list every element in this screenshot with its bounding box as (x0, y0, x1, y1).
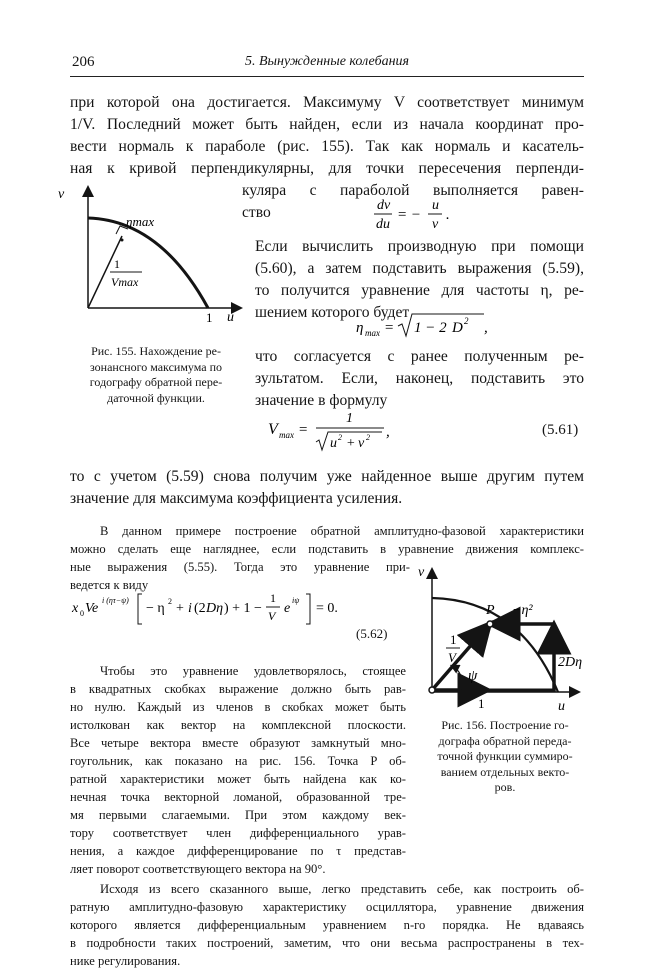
text-line: в подробности таких построений, заметим, что они весьма распространены в тех- (70, 936, 584, 950)
text-line: Все четыре вектора вместе образуют замкнутый мно- (70, 736, 406, 750)
label-eta-max: ηmax (126, 214, 155, 229)
header-rule (70, 76, 584, 77)
equation-number-5-61: (5.61) (542, 422, 579, 438)
svg-text:,: , (386, 424, 390, 440)
running-header: 5. Вынужденные колебания (245, 54, 410, 69)
label-one: 1 (478, 696, 485, 711)
text-line: ратной характеристики может быть найдена как ко- (70, 772, 406, 786)
svg-text:x: x (72, 601, 79, 616)
figure-156-caption (420, 718, 590, 796)
text-line: истолкован как вектор на комплексной плоскости. (70, 718, 406, 732)
svg-text:(2: (2 (194, 601, 206, 616)
right-angle-dot (121, 239, 124, 242)
text-line: можно сделать еще нагляднее, если подставить в уравнение движения комплекс- (70, 542, 584, 556)
origin-point (429, 687, 435, 693)
label-frac-den: V (448, 650, 456, 665)
svg-text:max: max (365, 328, 380, 338)
caption-line: ванием отдельных векто- (440, 764, 570, 779)
svg-text:u: u (432, 198, 439, 213)
svg-text:1: 1 (346, 411, 353, 426)
svg-text:iψ: iψ (292, 596, 300, 605)
text-line: Если вычислить производную при помощи (255, 238, 584, 255)
label-2d-eta: 2Dη (558, 655, 583, 670)
caption-line: Рис. 156. Построение го- (441, 718, 569, 732)
svg-text:2: 2 (338, 433, 342, 442)
caption-line: зонансного максимума по (89, 359, 223, 374)
equation-number-5-62: (5.62) (356, 626, 388, 641)
svg-text:v: v (358, 436, 365, 451)
text-line: (5.60), а затем подставить выражения (5.59), (255, 260, 584, 277)
point-p (487, 621, 493, 627)
text-line: значение для максимума коэффициента усиления. (70, 490, 403, 507)
text-line: ляет поворот соответствующего вектора на 90°. (70, 862, 326, 876)
svg-text:V: V (268, 609, 276, 623)
figure-155-caption (72, 344, 240, 406)
caption-line: даточной функции. (107, 390, 205, 405)
caption-line: точной функции суммиро- (437, 749, 573, 763)
label-frac-den: Vmax (111, 275, 139, 289)
text-line: ные выражения (5.55). Тогда это уравнение при- (70, 560, 410, 574)
label-u: u (558, 699, 565, 714)
svg-text:2: 2 (168, 597, 172, 606)
svg-text:V: V (268, 421, 278, 438)
text-line: 1/V. Последний может быть найден, если из начала координат про- (70, 116, 584, 133)
svg-text:2: 2 (366, 433, 370, 442)
figure-156 (410, 560, 590, 720)
svg-text:.: . (446, 207, 450, 223)
text-line: ная к кривой перпендикулярны, для точки пересечения перпенди- (70, 160, 584, 177)
text-line: шением которого будет (255, 304, 410, 321)
svg-text:+: + (346, 436, 356, 451)
equation-eta-render (354, 310, 494, 342)
equation-eta-max (354, 310, 494, 347)
caption-line: дографа обратной переда- (438, 733, 572, 748)
caption-line: Рис. 155. Нахождение ре- (91, 344, 221, 358)
svg-text:η: η (356, 320, 364, 336)
svg-text:e: e (284, 601, 291, 616)
vector-one-over-v (432, 628, 486, 690)
text-line: то получится уравнение для частоты η, ре- (255, 282, 584, 299)
caption-line: ров. (494, 780, 516, 794)
page-number: 206 (72, 54, 95, 70)
svg-text:0: 0 (80, 609, 84, 618)
figure-155 (58, 180, 250, 330)
text-line: но нулю. Каждый из членов в скобках может быть (70, 700, 406, 714)
label-one: 1 (206, 310, 213, 325)
equation-vmax (268, 406, 398, 459)
svg-text:i: i (188, 601, 192, 616)
text-line: Исходя из всего сказанного выше, легко представить себе, как построить об- (100, 882, 584, 896)
svg-text:max: max (279, 430, 294, 440)
label-v: v (58, 187, 65, 202)
text-line: вести нормаль к параболе (рис. 155). Так как нормаль и касатель- (70, 138, 584, 155)
svg-text:du: du (376, 217, 390, 232)
angle-psi-arc (452, 666, 462, 690)
text-line: тору соответствует член дифференциального урав- (70, 826, 406, 840)
label-frac-num: 1 (450, 632, 457, 647)
svg-text:u: u (330, 436, 337, 451)
text-line: значение в формулу (255, 392, 388, 409)
svg-text:D: D (452, 320, 463, 336)
equation-5-62-render (72, 590, 412, 630)
svg-text:= 0.: = 0. (316, 601, 338, 616)
svg-text:i (ητ−ψ): i (ητ−ψ) (102, 596, 129, 605)
label-p: P (486, 603, 495, 618)
parabola-curve (88, 218, 208, 308)
text-line: при которой она достигается. Максимуму V соответствует минимум (70, 94, 584, 111)
text-line: Чтобы это уравнение удовлетворялось, стоящее (100, 664, 406, 678)
svg-text:1: 1 (270, 591, 276, 605)
svg-text:v: v (432, 217, 439, 232)
svg-text:Dη: Dη (206, 601, 224, 616)
text-line: ратную амплитудно-фазовую характеристику осциллятора, уравнение движения (70, 900, 584, 914)
svg-text:+: + (176, 601, 184, 616)
svg-text:=: = (298, 422, 309, 438)
text-line: нике регулирования. (70, 954, 181, 968)
svg-text:dv: dv (377, 198, 391, 213)
text-line: В данном примере построение обратной амплитудно-фазовой характеристики (100, 524, 584, 538)
text-line: то с учетом (5.59) снова получим уже найденное выше другим путем (70, 468, 584, 485)
text-line: зультатом. Если, наконец, подставить это (255, 370, 584, 387)
text-line: которого является дифференциальным уравнением n-го порядка. Не вдаваясь (70, 918, 584, 932)
equation-derivative (370, 196, 470, 241)
text-line: что согласуется с ранее полученным ре- (255, 348, 584, 365)
label-u: u (227, 310, 234, 325)
text-line: мя первыми слагаемыми. При этом каждому век- (70, 808, 406, 822)
svg-text:=: = (384, 320, 395, 336)
text-line: ведется к виду (70, 578, 149, 592)
text-line: куляра с параболой выполняется равен- (242, 182, 584, 199)
text-line: нения, а каждое дифференцирование по τ представ- (70, 844, 406, 858)
equation-vmax-render (268, 406, 398, 454)
text-line: ство (242, 204, 271, 221)
text-line: нечная точка векторной ломаной, образованной тре- (70, 790, 406, 804)
caption-line: годографу обратной пере- (89, 375, 223, 389)
label-psi: ψ (468, 668, 478, 684)
label-frac-num: 1 (114, 257, 120, 271)
svg-text:1 − 2: 1 − 2 (414, 320, 447, 336)
svg-text:,: , (484, 320, 488, 336)
label-v: v (418, 565, 425, 580)
svg-text:− η: − η (146, 601, 165, 616)
label-minus-eta-squared: −η² (512, 603, 533, 618)
equation-derivative-render (370, 196, 470, 236)
svg-text:= −: = − (397, 207, 421, 223)
svg-text:) + 1 −: ) + 1 − (224, 601, 262, 616)
text-line: в квадратных скобках выражение должно быть рав- (70, 682, 406, 696)
text-line: гоугольник, как показано на рис. 156. Точка P об- (70, 754, 406, 768)
svg-text:2: 2 (464, 316, 469, 326)
svg-text:Ve: Ve (85, 601, 99, 616)
